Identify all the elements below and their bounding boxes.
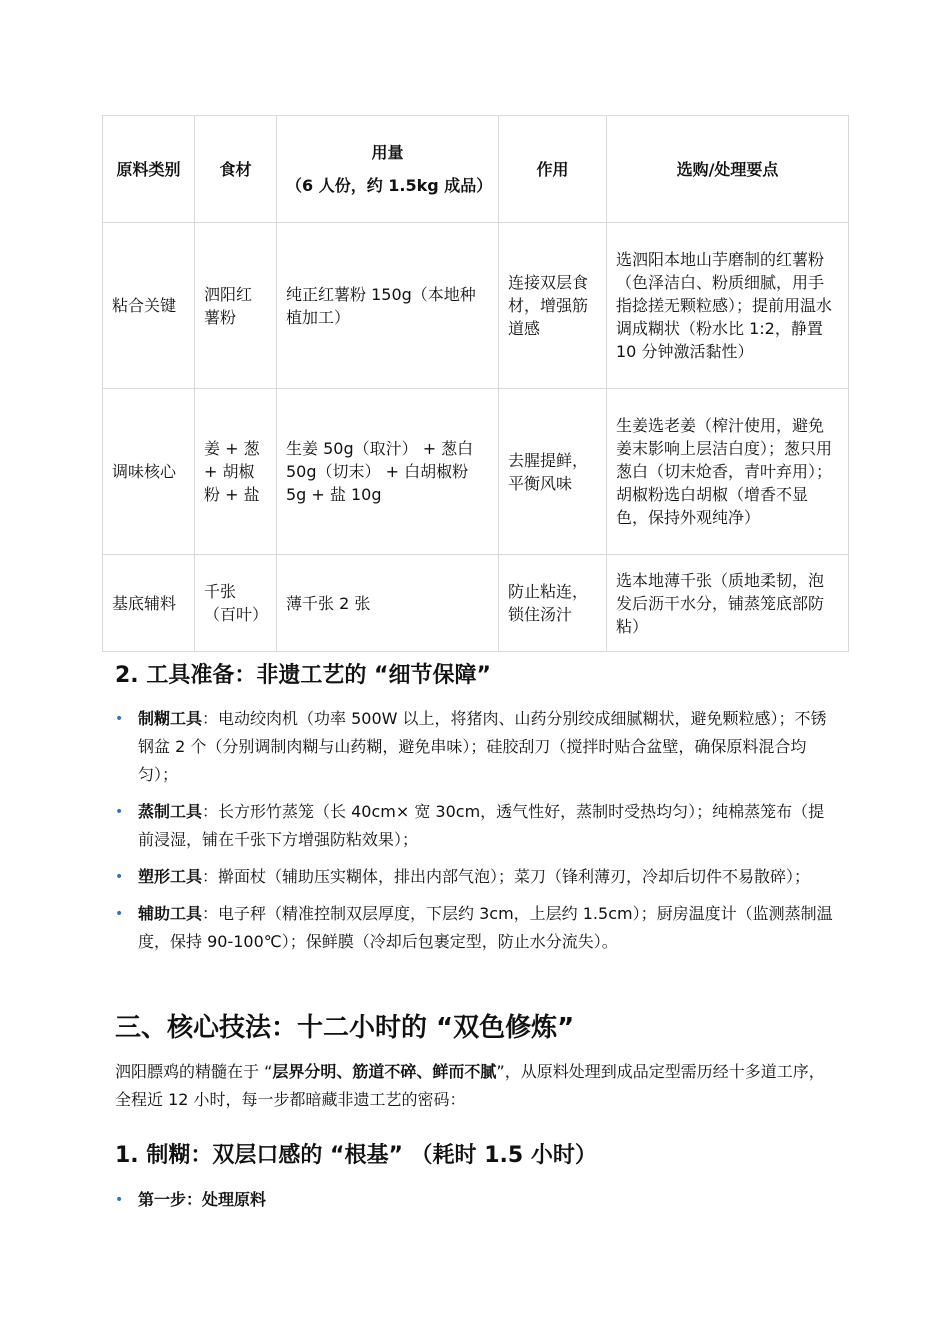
bullet-icon: • <box>115 711 124 727</box>
section-intro <box>115 1058 835 1114</box>
header-function: 作用 <box>499 116 607 223</box>
cell-ingredient: 千张（百叶） <box>195 555 277 652</box>
cell-tips: 生姜选老姜（榨汁使用，避免姜末影响上层洁白度）；葱只用葱白（切末炝香，青叶弃用）；胡椒粉选白胡椒（增香不显色，保持外观纯净） <box>607 389 849 555</box>
cell-category: 粘合关键 <box>103 223 195 389</box>
cell-ingredient: 泗阳红薯粉 <box>195 223 277 389</box>
item-text: ：电动绞肉机（功率 500W 以上，将猪肉、山药分别绞成细腻糊状，避免颗粒感）；不锈钢盆 2 个（分别调制肉糊与山药糊，避免串味）；硅胶刮刀（搅拌时贴合盆壁，确保原料混合均匀）； <box>138 709 827 784</box>
cell-tips: 选泗阳本地山芋磨制的红薯粉（色泽洁白、粉质细腻，用手指捻搓无颗粒感）；提前用温水调成糊状（粉水比 1:2，静置 10 分钟激活黏性） <box>607 223 849 389</box>
bullet-icon: • <box>115 804 124 820</box>
item-label: 蒸制工具 <box>138 802 203 821</box>
list-item <box>115 705 835 789</box>
header-amount <box>277 116 499 223</box>
table-row <box>103 223 849 389</box>
list-item <box>115 863 835 891</box>
ingredient-table <box>102 115 849 652</box>
bullet-icon: • <box>115 869 124 885</box>
item-text: ：擀面杖（辅助压实糊体，排出内部气泡）；菜刀（锋利薄刃，冷却后切件不易散碎）； <box>202 867 811 886</box>
header-ingredient: 食材 <box>195 116 277 223</box>
header-amount-title: 用量 <box>371 143 404 162</box>
tools-list <box>115 705 835 965</box>
item-label: 制糊工具 <box>138 709 203 728</box>
section-heading: 三、核心技法：十二小时的 “双色修炼” <box>115 1013 575 1043</box>
cell-amount: 生姜 50g（取汁） + 葱白 50g（切末） + 白胡椒粉 5g + 盐 10g <box>277 389 499 555</box>
cell-amount: 纯正红薯粉 150g（本地种植加工） <box>277 223 499 389</box>
table-row <box>103 389 849 555</box>
intro-emphasis: 层界分明、筋道不碎、鲜而不腻 <box>272 1062 497 1081</box>
list-item <box>115 798 835 854</box>
item-text: ：电子秤（精准控制双层厚度，下层约 3cm，上层约 1.5cm）；厨房温度计（监测蒸制温度，保持 90-100℃）；保鲜膜（冷却后包裹定型，防止水分流失）。 <box>138 904 833 951</box>
cell-ingredient: 姜 + 葱 + 胡椒粉 + 盐 <box>195 389 277 555</box>
header-tips: 选购/处理要点 <box>607 116 849 223</box>
tools-heading: 2. 工具准备：非遗工艺的 “细节保障” <box>115 663 491 688</box>
item-text: ：长方形竹蒸笼（长 40cm× 宽 30cm，透气性好，蒸制时受热均匀）；纯棉蒸笼布（提前浸湿，铺在千张下方增强防粘效果）； <box>138 802 825 849</box>
cell-function: 去腥提鲜，平衡风味 <box>499 389 607 555</box>
cell-category: 基底辅料 <box>103 555 195 652</box>
header-amount-note: （6 人份，约 1.5kg 成品） <box>286 176 493 195</box>
item-label: 第一步：处理原料 <box>138 1190 267 1209</box>
table-header-row <box>103 116 849 223</box>
list-item <box>115 1186 835 1214</box>
cell-tips: 选本地薄千张（质地柔韧，泡发后沥干水分，铺蒸笼底部防粘） <box>607 555 849 652</box>
bullet-icon: • <box>115 1192 124 1208</box>
intro-prefix: 泗阳膘鸡的精髓在于 “ <box>115 1062 273 1081</box>
item-label: 辅助工具 <box>138 904 203 923</box>
step-heading: 1. 制糊：双层口感的 “根基” （耗时 1.5 小时） <box>115 1143 597 1168</box>
item-label: 塑形工具 <box>138 867 203 886</box>
step-list <box>115 1186 835 1223</box>
cell-function: 防止粘连，锁住汤汁 <box>499 555 607 652</box>
table-row <box>103 555 849 652</box>
bullet-icon: • <box>115 906 124 922</box>
cell-amount: 薄千张 2 张 <box>277 555 499 652</box>
list-item <box>115 900 835 956</box>
cell-category: 调味核心 <box>103 389 195 555</box>
header-category: 原料类别 <box>103 116 195 223</box>
intro-suffix: ”，从原料处理到成品定型需历经十多道工序，全程近 12 小时，每一步都暗藏非遗工艺的密码： <box>115 1062 825 1109</box>
cell-function: 连接双层食材，增强筋道感 <box>499 223 607 389</box>
